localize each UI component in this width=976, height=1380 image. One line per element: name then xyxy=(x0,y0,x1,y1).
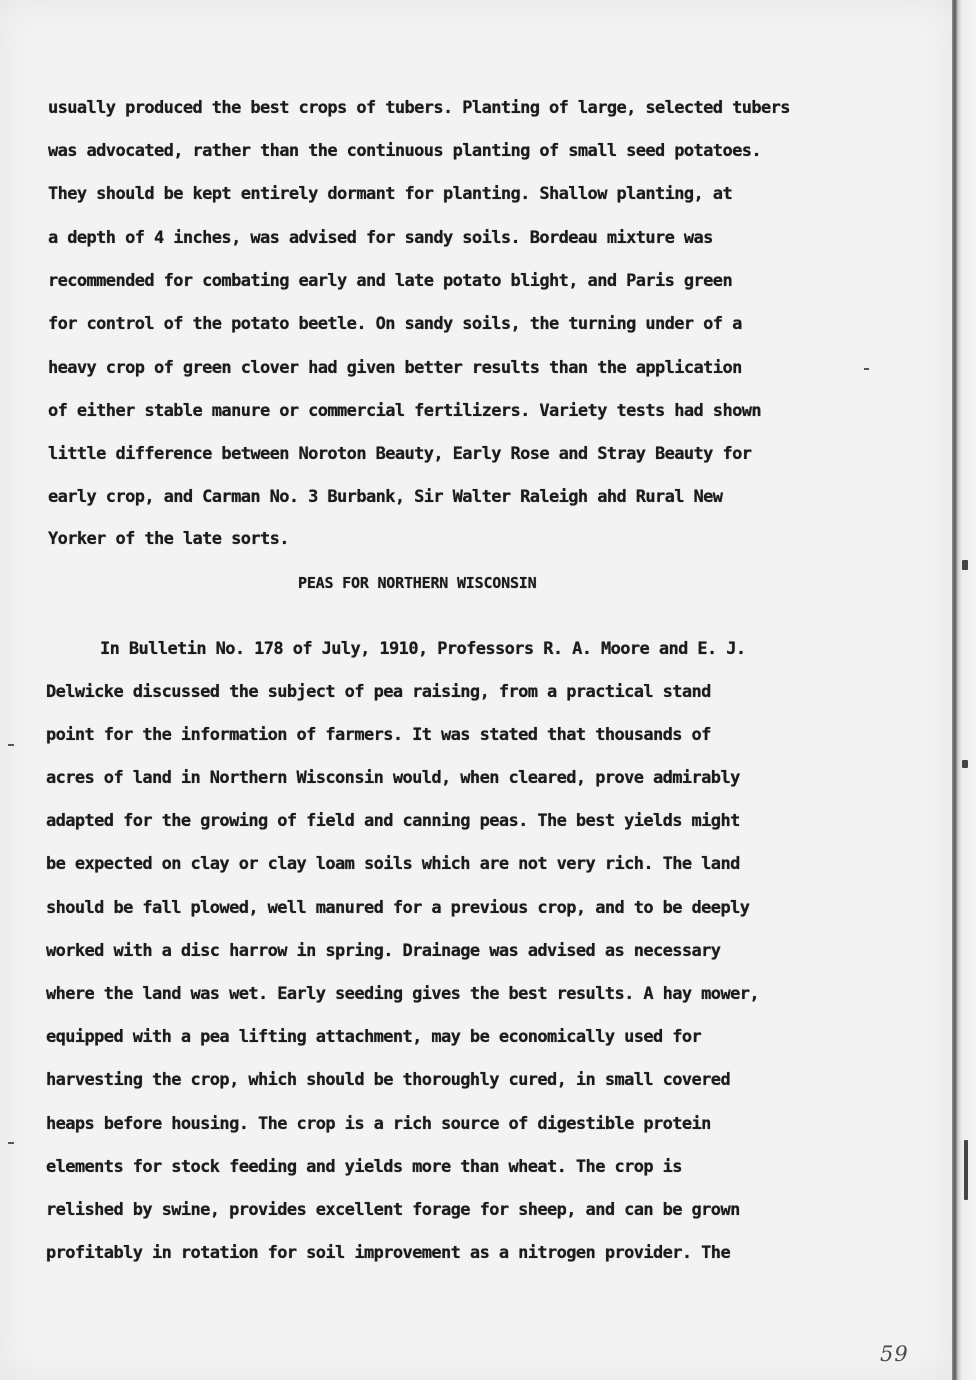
section-heading: PEAS FOR NORTHERN WISCONSIN xyxy=(298,574,537,592)
margin-speck xyxy=(8,744,14,746)
text-line: of either stable manure or commercial fertilizers. Variety tests had shown xyxy=(48,401,761,421)
text-line: was advocated, rather than the continuous planting of small seed potatoes. xyxy=(48,141,761,161)
text-line: should be fall plowed, well manured for a previous crop, and to be deeply xyxy=(46,898,750,918)
text-line: relished by swine, provides excellent forage for sheep, and can be grown xyxy=(46,1200,740,1220)
text-line: heaps before housing. The crop is a rich source of digestible protein xyxy=(46,1114,711,1134)
text-line: Yorker of the late sorts. xyxy=(48,529,289,549)
text-line: profitably in rotation for soil improvement as a nitrogen provider. The xyxy=(46,1243,731,1263)
margin-speck xyxy=(864,368,869,370)
text-line: a depth of 4 inches, was advised for sandy soils. Bordeau mixture was xyxy=(48,228,713,248)
text-line: equipped with a pea lifting attachment, may be economically used for xyxy=(46,1027,702,1047)
edge-mark xyxy=(962,560,968,570)
edge-mark xyxy=(962,760,968,768)
edge-mark xyxy=(964,1140,968,1200)
text-line: recommended for combating early and late potato blight, and Paris green xyxy=(48,271,733,291)
text-line: Delwicke discussed the subject of pea raising, from a practical stand xyxy=(46,682,711,702)
text-line: harvesting the crop, which should be thoroughly cured, in small covered xyxy=(46,1070,731,1090)
text-line: They should be kept entirely dormant for planting. Shallow planting, at xyxy=(48,184,733,204)
text-line: early crop, and Carman No. 3 Burbank, Sir Walter Raleigh ahd Rural New xyxy=(48,487,723,507)
text-line: be expected on clay or clay loam soils which are not very rich. The land xyxy=(46,854,740,874)
text-line: for control of the potato beetle. On sandy soils, the turning under of a xyxy=(48,314,742,334)
text-line: point for the information of farmers. It was stated that thousands of xyxy=(46,725,711,745)
text-line: In Bulletin No. 178 of July, 1910, Professors R. A. Moore and E. J. xyxy=(100,639,746,659)
text-line: elements for stock feeding and yields more than wheat. The crop is xyxy=(46,1157,682,1177)
page-number: 59 xyxy=(880,1342,909,1366)
text-line: heavy crop of green clover had given better results than the application xyxy=(48,358,742,378)
text-line: adapted for the growing of field and canning peas. The best yields might xyxy=(46,811,740,831)
text-line: where the land was wet. Early seeding gives the best results. A hay mower, xyxy=(46,984,759,1004)
text-line: usually produced the best crops of tubers. Planting of large, selected tubers xyxy=(48,98,790,118)
text-line: little difference between Noroton Beauty, Early Rose and Stray Beauty for xyxy=(48,444,752,464)
margin-speck xyxy=(8,1142,14,1144)
text-line: acres of land in Northern Wisconsin would, when cleared, prove admirably xyxy=(46,768,740,788)
text-line: worked with a disc harrow in spring. Drainage was advised as necessary xyxy=(46,941,721,961)
